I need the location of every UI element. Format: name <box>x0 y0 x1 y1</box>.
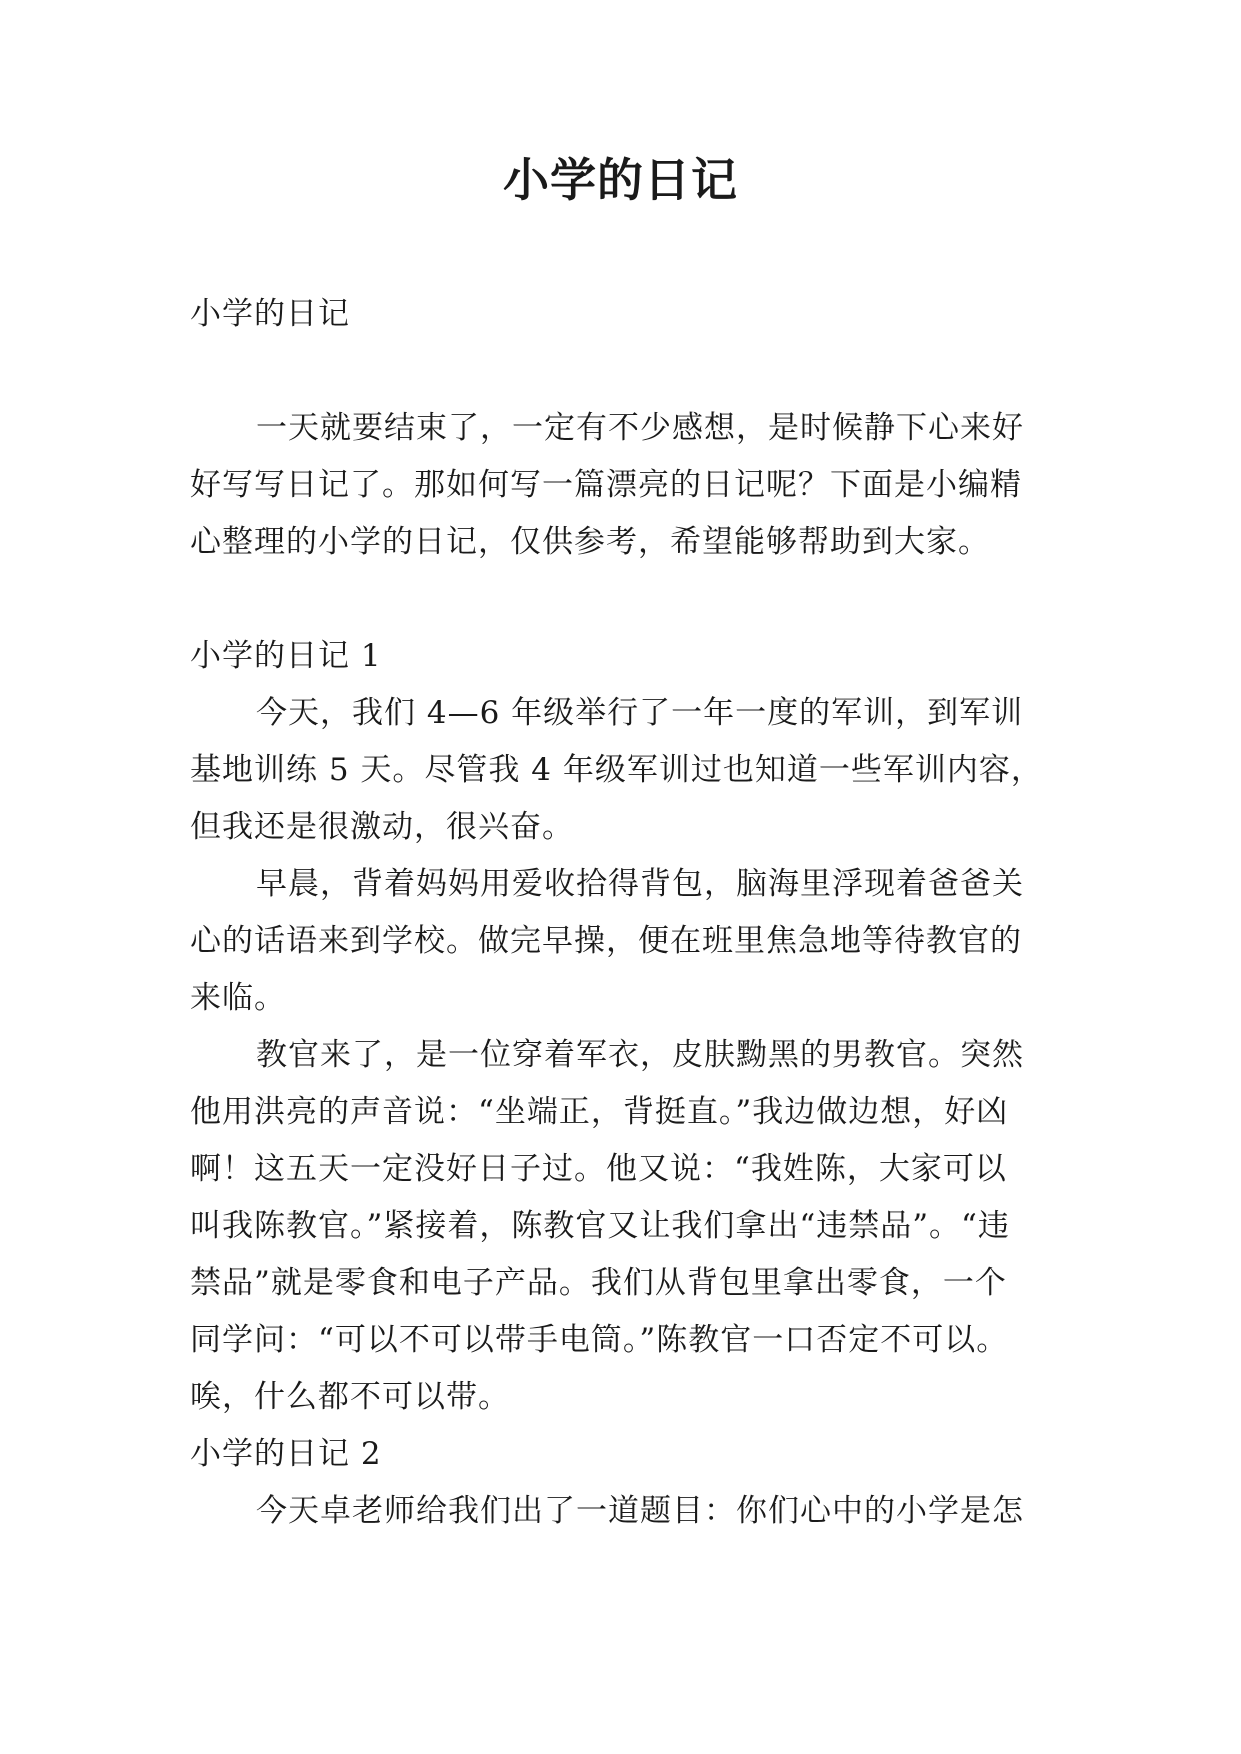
document-body <box>190 286 1060 1540</box>
intro-paragraph <box>190 400 1060 571</box>
text-line: 教官来了，是一位穿着军衣，皮肤黝黑的男教官。突然 <box>256 1037 1024 1073</box>
text-line: 叫我陈教官。”紧接着，陈教官又让我们拿出“违禁品”。“违 <box>190 1208 1010 1244</box>
text-line: 今天，我们 4—6 年级举行了一年一度的军训，到军训 <box>256 695 1024 731</box>
text-line: 来临。 <box>190 980 286 1016</box>
text-line: 基地训练 5 天。尽管我 4 年级军训过也知道一些军训内容， <box>190 752 1043 788</box>
paragraph <box>190 1027 1060 1426</box>
document-subtitle: 小学的日记 <box>190 296 350 332</box>
paragraph <box>190 1483 1060 1540</box>
text-line: 心整理的小学的日记，仅供参考，希望能够帮助到大家。 <box>190 524 990 560</box>
text-line: 啊！这五天一定没好日子过。他又说：“我姓陈，大家可以 <box>190 1151 1007 1187</box>
paragraph <box>190 685 1060 856</box>
text-line: 早晨，背着妈妈用爱收拾得背包，脑海里浮现着爸爸关 <box>256 866 1024 902</box>
paragraph <box>190 856 1060 1027</box>
text-line: 同学问：“可以不可以带手电筒。”陈教官一口否定不可以。 <box>190 1322 1009 1358</box>
section-heading-2: 小学的日记 2 <box>190 1436 382 1472</box>
text-line: 禁品”就是零食和电子产品。我们从背包里拿出零食，一个 <box>190 1265 1007 1301</box>
text-line: 今天卓老师给我们出了一道题目：你们心中的小学是怎 <box>256 1493 1024 1529</box>
blank-line <box>190 343 1060 400</box>
text-line: 唉，什么都不可以带。 <box>190 1379 510 1415</box>
text-line: 他用洪亮的声音说：“坐端正，背挺直。”我边做边想，好凶 <box>190 1094 1009 1130</box>
document-title: 小学的日记 <box>503 153 738 207</box>
section-heading-1: 小学的日记 1 <box>190 638 382 674</box>
blank-line <box>190 571 1060 628</box>
text-line: 心的话语来到学校。做完早操，便在班里焦急地等待教官的 <box>190 923 1022 959</box>
text-line: 一天就要结束了，一定有不少感想，是时候静下心来好 <box>256 410 1024 446</box>
text-line: 好写写日记了。那如何写一篇漂亮的日记呢？下面是小编精 <box>190 467 1022 503</box>
text-line: 但我还是很激动，很兴奋。 <box>190 809 574 845</box>
